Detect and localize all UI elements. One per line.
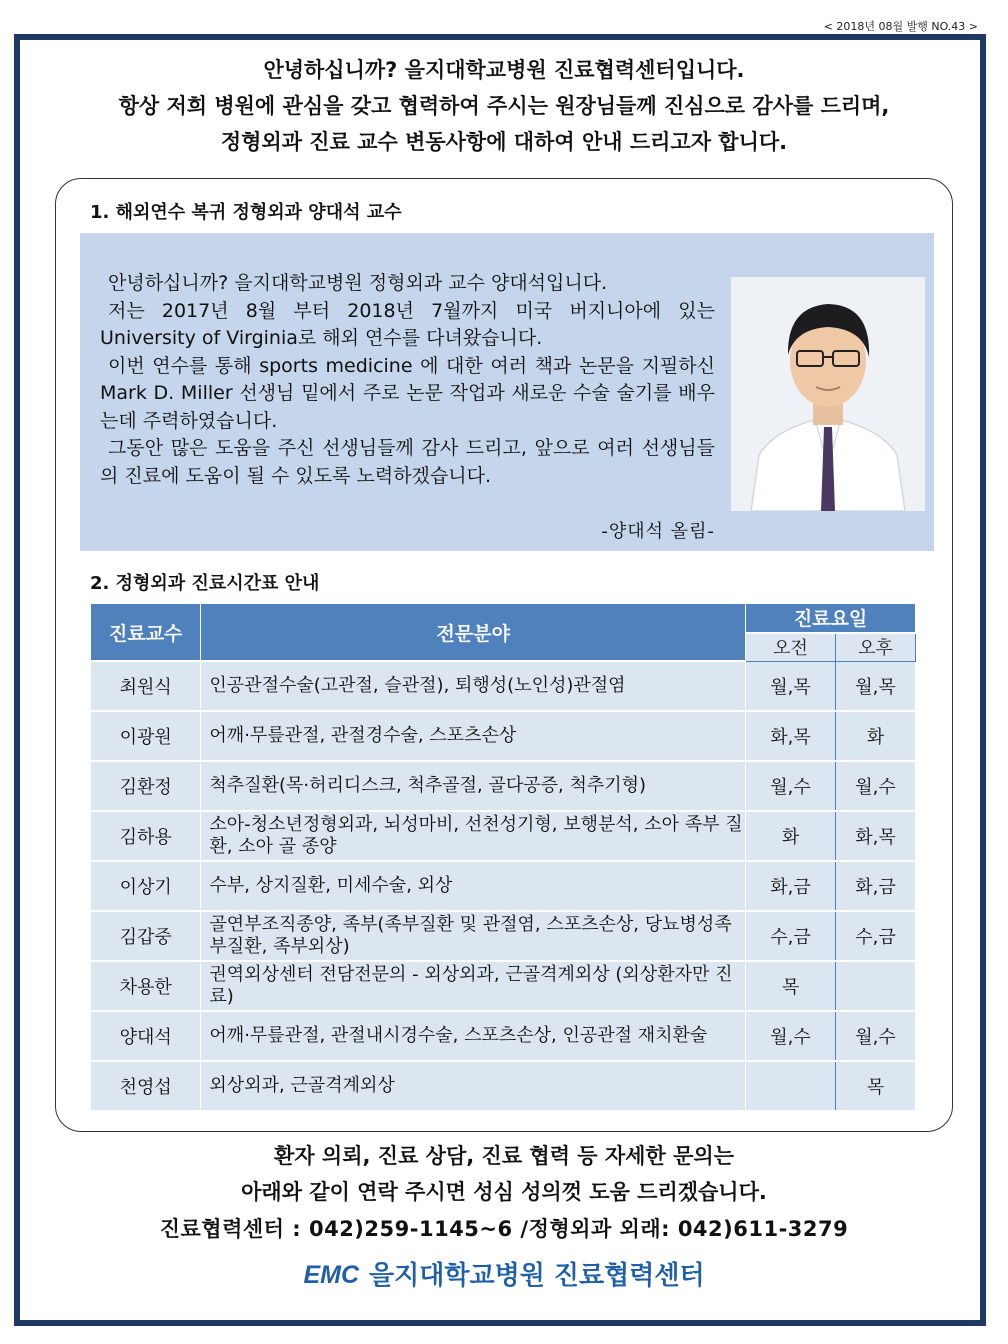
header-doctor: 진료교수	[91, 604, 201, 661]
pm-days	[836, 961, 916, 1011]
pm-days: 월,수	[836, 1011, 916, 1061]
header-days: 진료요일	[746, 604, 916, 633]
doctor-name: 김하용	[91, 811, 201, 861]
specialty: 인공관절수술(고관절, 슬관절), 퇴행성(노인성)관절염	[201, 661, 746, 711]
section-1-title: 1. 해외연수 복귀 정형외과 양대석 교수	[90, 202, 402, 223]
doctor-name: 이광원	[91, 711, 201, 761]
intro-line-2: 항상 저희 병원에 관심을 갖고 협력하여 주시는 원장님들께 진심으로 감사를 드리며,	[118, 94, 890, 118]
letter-paragraph-3: 이번 연수를 통해 sports medicine 에 대한 여러 책과 논문을 지필하신 Mark D. Miller 선생님 밑에서 주로 논문 작업과 새로운 수술 술기를 배우는데 주력하였습니다.	[100, 354, 715, 432]
specialty: 척추질환(목·허리디스크, 척추골절, 골다공증, 척추기형)	[201, 761, 746, 811]
closing-line-1: 환자 의뢰, 진료 상담, 진료 협력 등 자세한 문의는	[274, 1144, 734, 1168]
schedule-table	[91, 604, 916, 1112]
pm-days: 목	[836, 1061, 916, 1111]
specialty: 골연부조직종양, 족부(족부질환 및 관절염, 스포츠손상, 당뇨병성족부질환, 족부외상)	[201, 911, 746, 961]
section-2-title: 2. 정형외과 진료시간표 안내	[90, 573, 320, 594]
doctor-name: 최원식	[91, 661, 201, 711]
pm-days: 월,목	[836, 661, 916, 711]
pm-days: 수,금	[836, 911, 916, 961]
am-days: 월,목	[746, 661, 836, 711]
brand-name: 을지대학교병원 진료협력센터	[369, 1261, 705, 1291]
closing-line-2: 아래와 같이 연락 주시면 성심 성의껏 도움 드리겠습니다.	[241, 1180, 767, 1204]
specialty: 소아-청소년정형외과, 뇌성마비, 선천성기형, 보행분석, 소아 족부 질환, 소아 골 종양	[201, 811, 746, 861]
pm-days: 월,수	[836, 761, 916, 811]
table-row	[91, 711, 916, 761]
doctor-name: 김갑중	[91, 911, 201, 961]
contact-info: 진료협력센터 : 042)259-1145~6 /정형외과 외래: 042)611-3279	[159, 1217, 849, 1241]
table-row	[91, 761, 916, 811]
letter-paragraph-1: 안녕하십니까? 을지대학교병원 정형외과 교수 양대석입니다.	[108, 272, 608, 294]
specialty: 외상외과, 근골격계외상	[201, 1061, 746, 1111]
issue-number: < 2018년 08월 발행 NO.43 >	[823, 20, 978, 33]
am-days: 수,금	[746, 911, 836, 961]
doctor-name: 양대석	[91, 1011, 201, 1061]
letter-text	[100, 270, 715, 490]
brand-footer	[0, 1255, 1008, 1292]
specialty: 어깨·무릎관절, 관절내시경수술, 스포츠손상, 인공관절 재치환술	[201, 1011, 746, 1061]
emc-logo: EMC	[303, 1261, 359, 1289]
header-pm: 오후	[836, 633, 916, 661]
am-days: 목	[746, 961, 836, 1011]
table-row	[91, 911, 916, 961]
am-days: 월,수	[746, 1011, 836, 1061]
am-days: 화,목	[746, 711, 836, 761]
doctor-portrait-illustration	[731, 277, 925, 511]
specialty: 수부, 상지질환, 미세수술, 외상	[201, 861, 746, 911]
intro-line-3: 정형외과 진료 교수 변동사항에 대하여 안내 드리고자 합니다.	[220, 130, 788, 154]
intro-line-1: 안녕하십니까? 을지대학교병원 진료협력센터입니다.	[263, 58, 745, 82]
specialty: 권역외상센터 전담전문의 - 외상외과, 근골격계외상 (외상환자만 진료)	[201, 961, 746, 1011]
intro-text	[0, 52, 1008, 160]
am-days	[746, 1061, 836, 1111]
closing-text	[0, 1138, 1008, 1210]
doctor-name: 이상기	[91, 861, 201, 911]
header-am: 오전	[746, 633, 836, 661]
am-days: 화,금	[746, 861, 836, 911]
specialty: 어깨·무릎관절, 관절경수술, 스포츠손상	[201, 711, 746, 761]
pm-days: 화,목	[836, 811, 916, 861]
letter-signature: -양대석 올림-	[601, 521, 715, 542]
doctor-name: 김환정	[91, 761, 201, 811]
pm-days: 화,금	[836, 861, 916, 911]
header-field: 전문분야	[201, 604, 746, 661]
table-row	[91, 811, 916, 861]
am-days: 화	[746, 811, 836, 861]
table-row	[91, 1061, 916, 1111]
table-row	[91, 961, 916, 1011]
doctor-name: 차용한	[91, 961, 201, 1011]
doctor-name: 천영섭	[91, 1061, 201, 1111]
table-row	[91, 1011, 916, 1061]
table-row	[91, 861, 916, 911]
am-days: 월,수	[746, 761, 836, 811]
table-row	[91, 661, 916, 711]
letter-paragraph-4: 그동안 많은 도움을 주신 선생님들께 감사 드리고, 앞으로 여러 선생님들의 진료에 도움이 될 수 있도록 노력하겠습니다.	[100, 437, 715, 487]
doctor-photo	[731, 277, 925, 511]
pm-days: 화	[836, 711, 916, 761]
letter-paragraph-2: 저는 2017년 8월 부터 2018년 7월까지 미국 버지니아에 있는 University of Virginia로 해외 연수를 다녀왔습니다.	[100, 299, 715, 349]
